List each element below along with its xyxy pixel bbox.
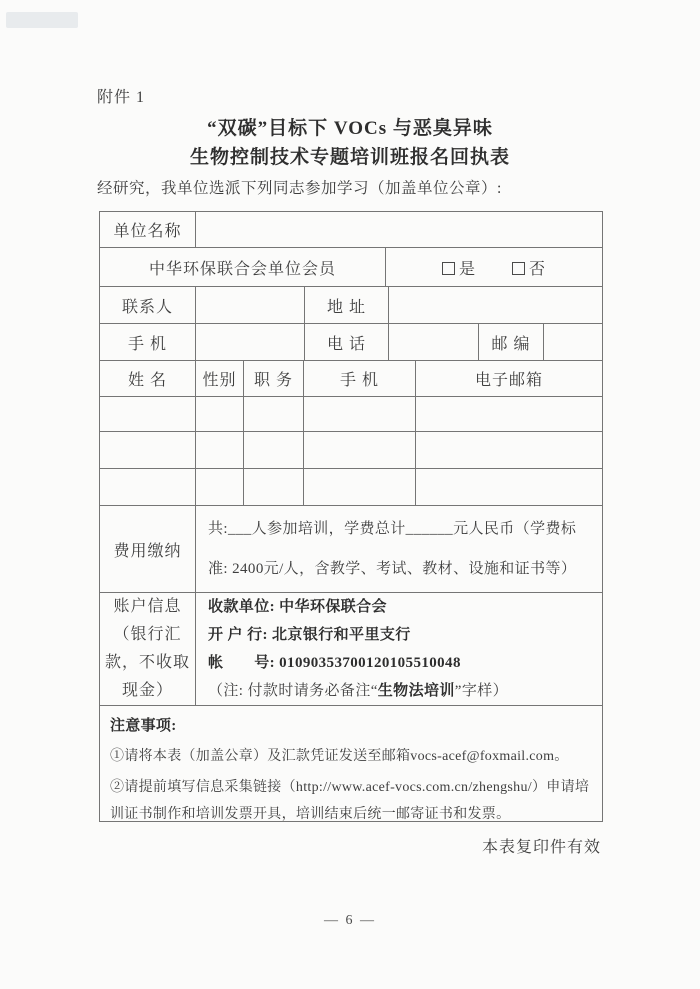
address-blank-cell xyxy=(389,287,602,324)
fee-line-2: 准: 2400元/人，含教学、考试、教材、设施和证书等） xyxy=(208,561,577,577)
notes-section xyxy=(100,706,602,821)
mobile-label: 手 机 xyxy=(100,324,196,361)
roster-header-gender: 性别 xyxy=(196,361,244,397)
fee-line-1: 共:___人参加培训，学费总计______元人民币（学费标 xyxy=(208,521,577,537)
roster-blank-cell xyxy=(100,397,196,432)
membership-option-yes xyxy=(442,256,476,279)
copy-validity-note: 本表复印件有效 xyxy=(481,839,601,856)
contact-blank-cell xyxy=(196,287,305,324)
account-payee: 收款单位: 中华环保联合会 xyxy=(208,599,387,615)
note-2: ②请提前填写信息采集链接（http://www.acef-vocs.com.cn/zhengshu/）申请培 训证书制作和培训发票开具，培训结束后统一邮寄证书和发票。 xyxy=(110,780,590,822)
address-label: 地 址 xyxy=(305,287,389,324)
postcode-blank-cell xyxy=(544,324,602,361)
checkbox-yes-icon xyxy=(442,262,455,275)
roster-blank-cell xyxy=(100,432,196,469)
attachment-label: 附件 1 xyxy=(97,89,146,106)
roster-blank-cell xyxy=(244,469,304,506)
roster-blank-cell xyxy=(304,432,416,469)
roster-blank-cell xyxy=(244,397,304,432)
roster-header-mobile: 手 机 xyxy=(304,361,416,397)
contact-label: 联系人 xyxy=(100,287,196,324)
fee-details xyxy=(196,506,602,593)
row-fee xyxy=(100,506,602,593)
scan-smudge xyxy=(6,12,78,28)
membership-label: 中华环保联合会单位会员 xyxy=(100,248,386,287)
roster-blank-cell xyxy=(416,397,602,432)
account-remark-keyword: 生物法培训 xyxy=(377,683,455,699)
roster-header-email: 电子邮箱 xyxy=(416,361,602,397)
roster-blank-cell xyxy=(416,432,602,469)
roster-blank-cell xyxy=(196,469,244,506)
roster-blank-cell xyxy=(304,469,416,506)
account-details xyxy=(196,593,602,706)
account-info-label: 账户信息 （银行汇 款，不收取 现金） xyxy=(100,593,196,706)
postcode-label: 邮 编 xyxy=(479,324,544,361)
intro-text: 经研究，我单位选派下列同志参加学习（加盖单位公章）: xyxy=(97,180,502,197)
document-title xyxy=(0,114,700,172)
roster-blank-cell xyxy=(100,469,196,506)
row-unit-name xyxy=(100,212,602,248)
roster-blank-cell xyxy=(416,469,602,506)
roster-header-position: 职 务 xyxy=(244,361,304,397)
page-number: — 6 — xyxy=(324,913,376,928)
account-number: 帐 号: 01090353700120105510048 xyxy=(208,655,461,671)
phone-label: 电 话 xyxy=(305,324,389,361)
unit-name-blank-cell xyxy=(196,212,602,248)
roster-empty-row xyxy=(100,469,602,506)
fee-label: 费用缴纳 xyxy=(100,506,196,593)
roster-empty-row xyxy=(100,397,602,432)
roster-blank-cell xyxy=(196,432,244,469)
note-1: ①请将本表（加盖公章）及汇款凭证发送至邮箱vocs-acef@foxmail.com。 xyxy=(110,749,569,764)
registration-form-table xyxy=(99,211,603,822)
row-account-info xyxy=(100,593,602,706)
roster-header-name: 姓 名 xyxy=(100,361,196,397)
unit-name-label: 单位名称 xyxy=(100,212,196,248)
membership-options xyxy=(386,248,602,287)
account-bank: 开 户 行: 北京银行和平里支行 xyxy=(208,627,411,643)
title-line-1: “双碳”目标下 VOCs 与恶臭异味 xyxy=(207,118,493,139)
roster-blank-cell xyxy=(196,397,244,432)
membership-no-label: 否 xyxy=(529,260,547,278)
notes-title: 注意事项: xyxy=(110,718,177,734)
roster-blank-cell xyxy=(304,397,416,432)
account-remark: （注: 付款时请务必备注“生物法培训”字样） xyxy=(208,683,509,699)
membership-yes-label: 是 xyxy=(458,260,476,278)
roster-empty-row xyxy=(100,432,602,469)
row-roster-header xyxy=(100,361,602,397)
membership-option-no xyxy=(512,256,546,279)
title-line-2: 生物控制技术专题培训班报名回执表 xyxy=(189,147,510,168)
checkbox-no-icon xyxy=(512,262,525,275)
mobile-blank-cell xyxy=(196,324,305,361)
row-membership xyxy=(100,248,602,287)
row-notes xyxy=(100,706,602,821)
phone-blank-cell xyxy=(389,324,479,361)
row-contact-address xyxy=(100,287,602,324)
roster-blank-cell xyxy=(244,432,304,469)
row-mobile-phone-postcode xyxy=(100,324,602,361)
